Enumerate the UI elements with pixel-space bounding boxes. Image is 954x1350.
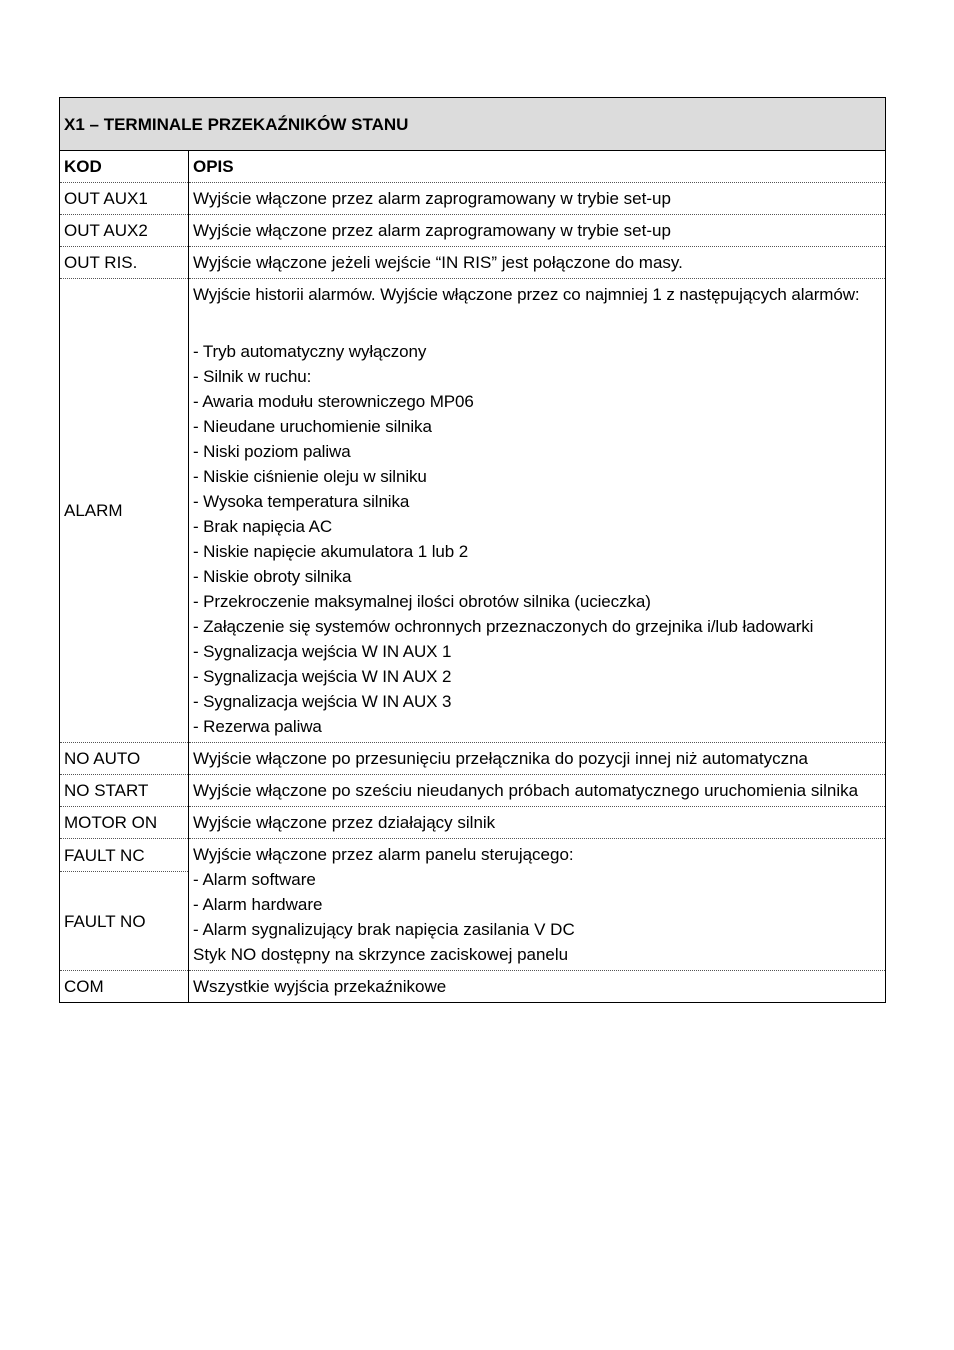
alarm-item: - Niskie obroty silnika (193, 567, 352, 586)
alarm-item: - Niskie ciśnienie oleju w silniku (193, 467, 427, 486)
header-desc: OPIS (189, 151, 886, 183)
alarm-item: - Przekroczenie maksymalnej ilości obrotów silnika (ucieczka) (193, 592, 651, 611)
row-code: ALARM (60, 279, 189, 743)
alarm-item: - Niskie napięcie akumulatora 1 lub 2 (193, 542, 469, 561)
alarm-item: - Załączenie się systemów ochronnych przeznaczonych do grzejnika i/lub ładowarki (193, 617, 814, 636)
fault-line: Wyjście włączone przez alarm panelu sterującego: (193, 845, 574, 864)
alarm-item: - Awaria modułu sterowniczego MP06 (193, 392, 474, 411)
alarm-item: - Wysoka temperatura silnika (193, 492, 410, 511)
alarm-gap (193, 307, 880, 339)
row-desc: Wyjście włączone przez alarm zaprogramowany w trybie set-up (189, 183, 886, 215)
row-code: NO START (60, 775, 189, 807)
fault-line: - Alarm software (193, 870, 316, 889)
alarm-item: - Sygnalizacja wejścia W IN AUX 3 (193, 692, 452, 711)
alarm-item: - Niski poziom paliwa (193, 442, 351, 461)
table-title-row (60, 98, 886, 151)
alarm-item: - Rezerwa paliwa (193, 717, 322, 736)
table-row (60, 775, 886, 807)
alarm-item: - Sygnalizacja wejścia W IN AUX 2 (193, 667, 452, 686)
fault-line: - Alarm sygnalizujący brak napięcia zasilania V DC (193, 920, 575, 939)
table-row (60, 215, 886, 247)
table-header-row (60, 151, 886, 183)
row-code: FAULT NO (60, 872, 189, 971)
table-row (60, 247, 886, 279)
table-row (60, 183, 886, 215)
row-code: OUT AUX2 (60, 215, 189, 247)
table-row (60, 971, 886, 1003)
alarm-item: - Sygnalizacja wejścia W IN AUX 1 (193, 642, 452, 661)
alarm-item: - Silnik w ruchu: (193, 367, 312, 386)
alarm-item: - Nieudane uruchomienie silnika (193, 417, 432, 436)
row-code: OUT RIS. (60, 247, 189, 279)
alarm-item: - Brak napięcia AC (193, 517, 332, 536)
table-title: X1 – TERMINALE PRZEKAŹNIKÓW STANU (60, 98, 886, 151)
table-row (60, 743, 886, 775)
row-code: FAULT NC (60, 839, 189, 872)
table-row-fault-nc (60, 839, 886, 872)
alarm-intro: Wyjście historii alarmów. Wyjście włączone przez co najmniej 1 z następujących alarmów: (193, 285, 860, 304)
row-desc: Wyjście włączone jeżeli wejście “IN RIS” jest połączone do masy. (189, 247, 886, 279)
table-row-alarm (60, 279, 886, 743)
row-code: COM (60, 971, 189, 1003)
terminals-table (59, 97, 886, 1003)
table-row (60, 807, 886, 839)
row-code: MOTOR ON (60, 807, 189, 839)
header-code: KOD (60, 151, 189, 183)
row-code: OUT AUX1 (60, 183, 189, 215)
alarm-desc (189, 279, 886, 743)
row-desc: Wyjście włączone przez alarm zaprogramowany w trybie set-up (189, 215, 886, 247)
fault-line: Styk NO dostępny na skrzynce zaciskowej panelu (193, 945, 569, 964)
row-desc: Wyjście włączone przez działający silnik (189, 807, 886, 839)
alarm-item: - Tryb automatyczny wyłączony (193, 342, 427, 361)
row-code: NO AUTO (60, 743, 189, 775)
fault-line: - Alarm hardware (193, 895, 323, 914)
fault-desc (189, 839, 886, 971)
row-desc: Wszystkie wyjścia przekaźnikowe (189, 971, 886, 1003)
row-desc: Wyjście włączone po sześciu nieudanych próbach automatycznego uruchomienia silnika (189, 775, 886, 807)
row-desc: Wyjście włączone po przesunięciu przełącznika do pozycji innej niż automatyczna (189, 743, 886, 775)
